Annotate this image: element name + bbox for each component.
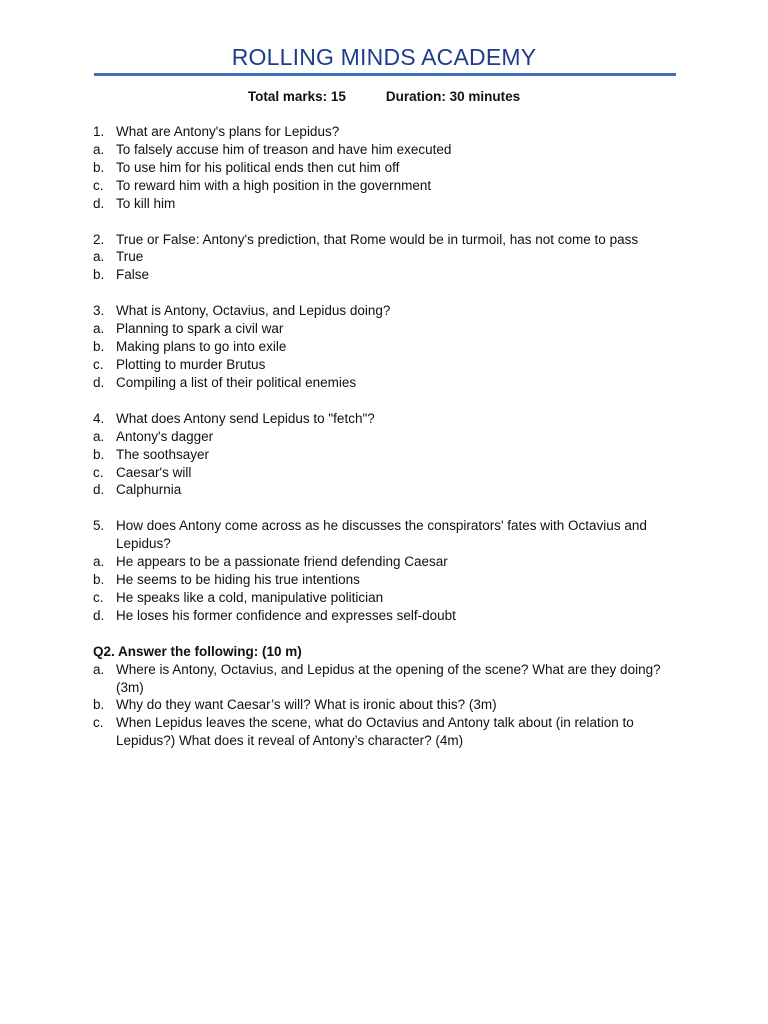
option-text: Caesar's will <box>116 464 192 480</box>
question-number: 5. <box>93 518 105 534</box>
option-text: True <box>116 249 144 265</box>
item-marker: a. <box>93 661 105 677</box>
duration: Duration: 30 minutes <box>385 89 521 104</box>
question-block-5 <box>93 517 683 624</box>
option-text: Planning to spark a civil war <box>116 321 284 337</box>
question-block-3 <box>93 302 683 392</box>
option-row <box>93 374 683 392</box>
option-marker: c. <box>93 464 104 480</box>
exam-meta <box>0 88 768 106</box>
section-q2 <box>93 643 683 750</box>
option-row <box>93 356 683 374</box>
item-text: Where is Antony, Octavius, and Lepidus at the opening of the scene? What are they doing? (3m) <box>116 661 661 695</box>
option-row <box>93 195 683 213</box>
option-text: Antony's dagger <box>116 428 214 444</box>
option-marker: d. <box>93 607 105 623</box>
option-row <box>93 320 683 338</box>
option-marker: c. <box>93 177 104 193</box>
question-row <box>93 517 683 553</box>
option-text: The soothsayer <box>116 446 210 462</box>
option-row <box>93 141 683 159</box>
option-row <box>93 428 683 446</box>
answer-item <box>93 696 683 714</box>
option-row <box>93 481 683 499</box>
option-marker: d. <box>93 482 105 498</box>
option-marker: c. <box>93 589 104 605</box>
option-row <box>93 177 683 195</box>
section-heading: Q2. Answer the following: (10 m) <box>93 643 302 659</box>
question-content <box>93 123 683 768</box>
option-text: Compiling a list of their political enemies <box>116 374 357 390</box>
question-text: True or False: Antony's prediction, that Rome would be in turmoil, has not come to pass <box>116 231 639 247</box>
option-row <box>93 159 683 177</box>
option-marker: b. <box>93 446 105 462</box>
question-block-2 <box>93 231 683 285</box>
question-text: How does Antony come across as he discusses the conspirators' fates with Octavius and Lepidus? <box>116 518 647 552</box>
option-marker: b. <box>93 159 105 175</box>
answer-item <box>93 661 683 697</box>
question-text: What are Antony's plans for Lepidus? <box>116 124 340 139</box>
option-row <box>93 248 683 266</box>
option-row <box>93 464 683 482</box>
option-marker: b. <box>93 572 105 588</box>
option-marker: a. <box>93 321 105 337</box>
option-row <box>93 446 683 464</box>
question-row <box>93 410 683 428</box>
question-text: What does Antony send Lepidus to "fetch"? <box>116 410 375 426</box>
option-text: False <box>116 267 150 283</box>
item-text: When Lepidus leaves the scene, what do Octavius and Antony talk about (in relation to Lepidus?) What does it reveal of Antony’s character? (4m) <box>116 715 634 749</box>
option-text: Calphurnia <box>116 482 182 498</box>
question-number: 4. <box>93 410 105 426</box>
option-text: He loses his former confidence and expresses self-doubt <box>116 607 456 623</box>
option-marker: a. <box>93 428 105 444</box>
item-text: Why do they want Caesar’s will? What is ironic about this? (3m) <box>116 697 497 713</box>
option-text: Making plans to go into exile <box>116 339 287 355</box>
question-row <box>93 123 683 141</box>
option-text: To reward him with a high position in the government <box>116 177 432 193</box>
question-number: 1. <box>93 124 105 139</box>
option-marker: d. <box>93 374 105 390</box>
option-marker: b. <box>93 267 105 283</box>
option-text: Plotting to murder Brutus <box>116 356 266 372</box>
total-marks: Total marks: 15 <box>247 89 346 104</box>
question-block-1 <box>93 123 683 213</box>
option-marker: a. <box>93 141 105 157</box>
option-row <box>93 338 683 356</box>
option-row <box>93 553 683 571</box>
question-number: 2. <box>93 231 105 247</box>
option-text: He appears to be a passionate friend defending Caesar <box>116 554 448 570</box>
title-underline <box>94 73 676 76</box>
option-row <box>93 607 683 625</box>
option-text: To falsely accuse him of treason and have him executed <box>116 141 452 157</box>
item-marker: c. <box>93 715 104 731</box>
option-row <box>93 571 683 589</box>
option-row <box>93 266 683 284</box>
option-marker: a. <box>93 249 105 265</box>
option-text: To kill him <box>116 195 176 211</box>
option-text: He speaks like a cold, manipulative politician <box>116 589 384 605</box>
answer-item <box>93 714 683 750</box>
question-row <box>93 302 683 320</box>
option-text: To use him for his political ends then cut him off <box>116 159 400 175</box>
option-row <box>93 589 683 607</box>
question-block-4 <box>93 410 683 500</box>
page-title: ROLLING MINDS ACADEMY <box>231 44 537 70</box>
option-marker: a. <box>93 554 105 570</box>
option-marker: c. <box>93 356 104 372</box>
option-marker: b. <box>93 339 105 355</box>
question-number: 3. <box>93 303 105 319</box>
option-marker: d. <box>93 195 105 211</box>
option-text: He seems to be hiding his true intentions <box>116 572 360 588</box>
question-text: What is Antony, Octavius, and Lepidus doing? <box>116 303 391 319</box>
question-row <box>93 231 683 249</box>
item-marker: b. <box>93 697 105 713</box>
